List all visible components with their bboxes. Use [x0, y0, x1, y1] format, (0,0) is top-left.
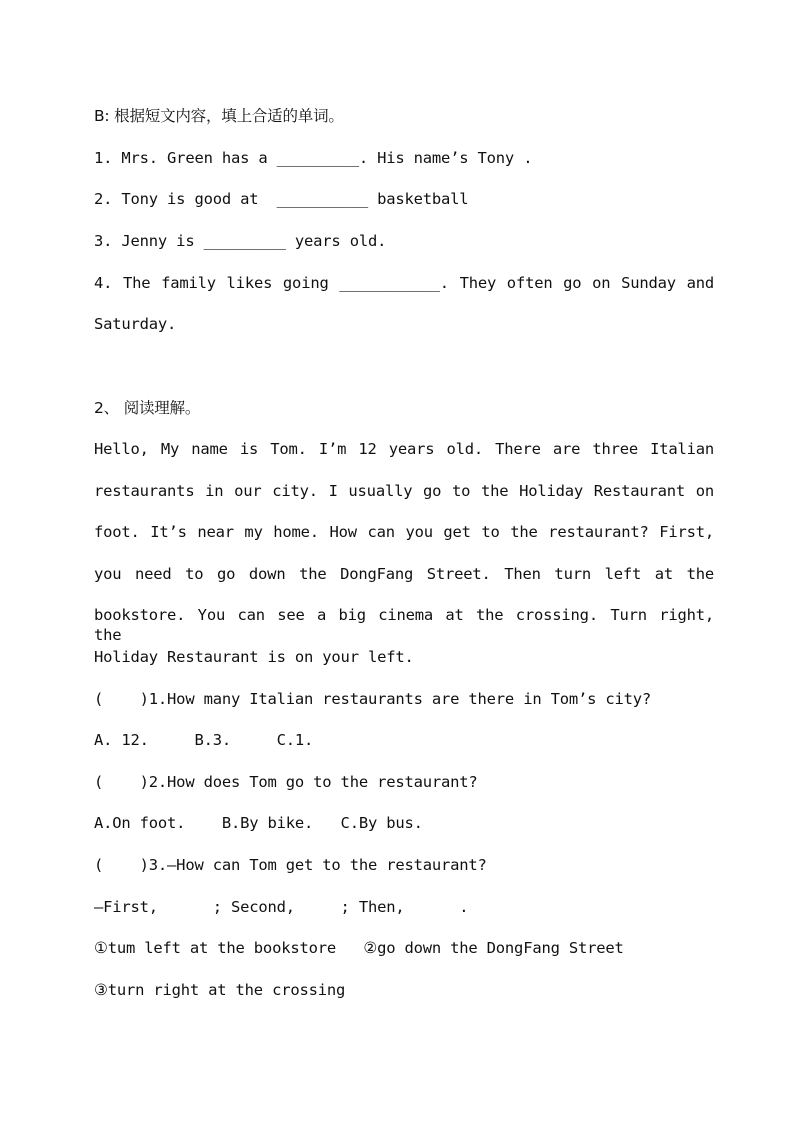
question-3-stem: ( )3.—How can Tom get to the restaurant?	[94, 856, 487, 874]
section-b-question-3: 3. Jenny is _________ years old.	[94, 232, 387, 250]
question-1-options: A. 12. B.3. C.1.	[94, 731, 314, 749]
passage-line: bookstore. You can see a big cinema at the crossing. Turn right, the	[94, 606, 714, 644]
passage-line: you need to go down the DongFang Street. Then turn left at the	[94, 565, 714, 583]
question-3-choices-line-1: ①tum left at the bookstore ②go down the DongFang Street	[94, 939, 624, 957]
section-b-heading: B: 根据短文内容，填上合适的单词。	[94, 107, 344, 125]
question-2-options: A.On foot. B.By bike. C.By bus.	[94, 814, 423, 832]
passage-line: Holiday Restaurant is on your left.	[94, 648, 414, 666]
section-2-heading: 2、 阅读理解。	[94, 399, 201, 417]
question-3-answer-line: —First, ; Second, ; Then, .	[94, 898, 469, 916]
question-1-stem: ( )1.How many Italian restaurants are there in Tom’s city?	[94, 690, 652, 708]
question-3-choices-line-2: ③turn right at the crossing	[94, 981, 346, 999]
passage-line: Hello, My name is Tom. I’m 12 years old. There are three Italian	[94, 440, 714, 458]
passage-line: restaurants in our city. I usually go to the Holiday Restaurant on	[94, 482, 714, 500]
section-b-question-4-line-1: 4. The family likes going ___________. They often go on Sunday and	[94, 274, 714, 292]
section-b-question-1: 1. Mrs. Green has a _________. His name’s Tony .	[94, 149, 533, 167]
section-b-question-2: 2. Tony is good at __________ basketball	[94, 190, 469, 208]
passage-line: foot. It’s near my home. How can you get to the restaurant? First,	[94, 523, 714, 541]
section-b-question-4-line-2: Saturday.	[94, 315, 177, 333]
question-2-stem: ( )2.How does Tom go to the restaurant?	[94, 773, 478, 791]
